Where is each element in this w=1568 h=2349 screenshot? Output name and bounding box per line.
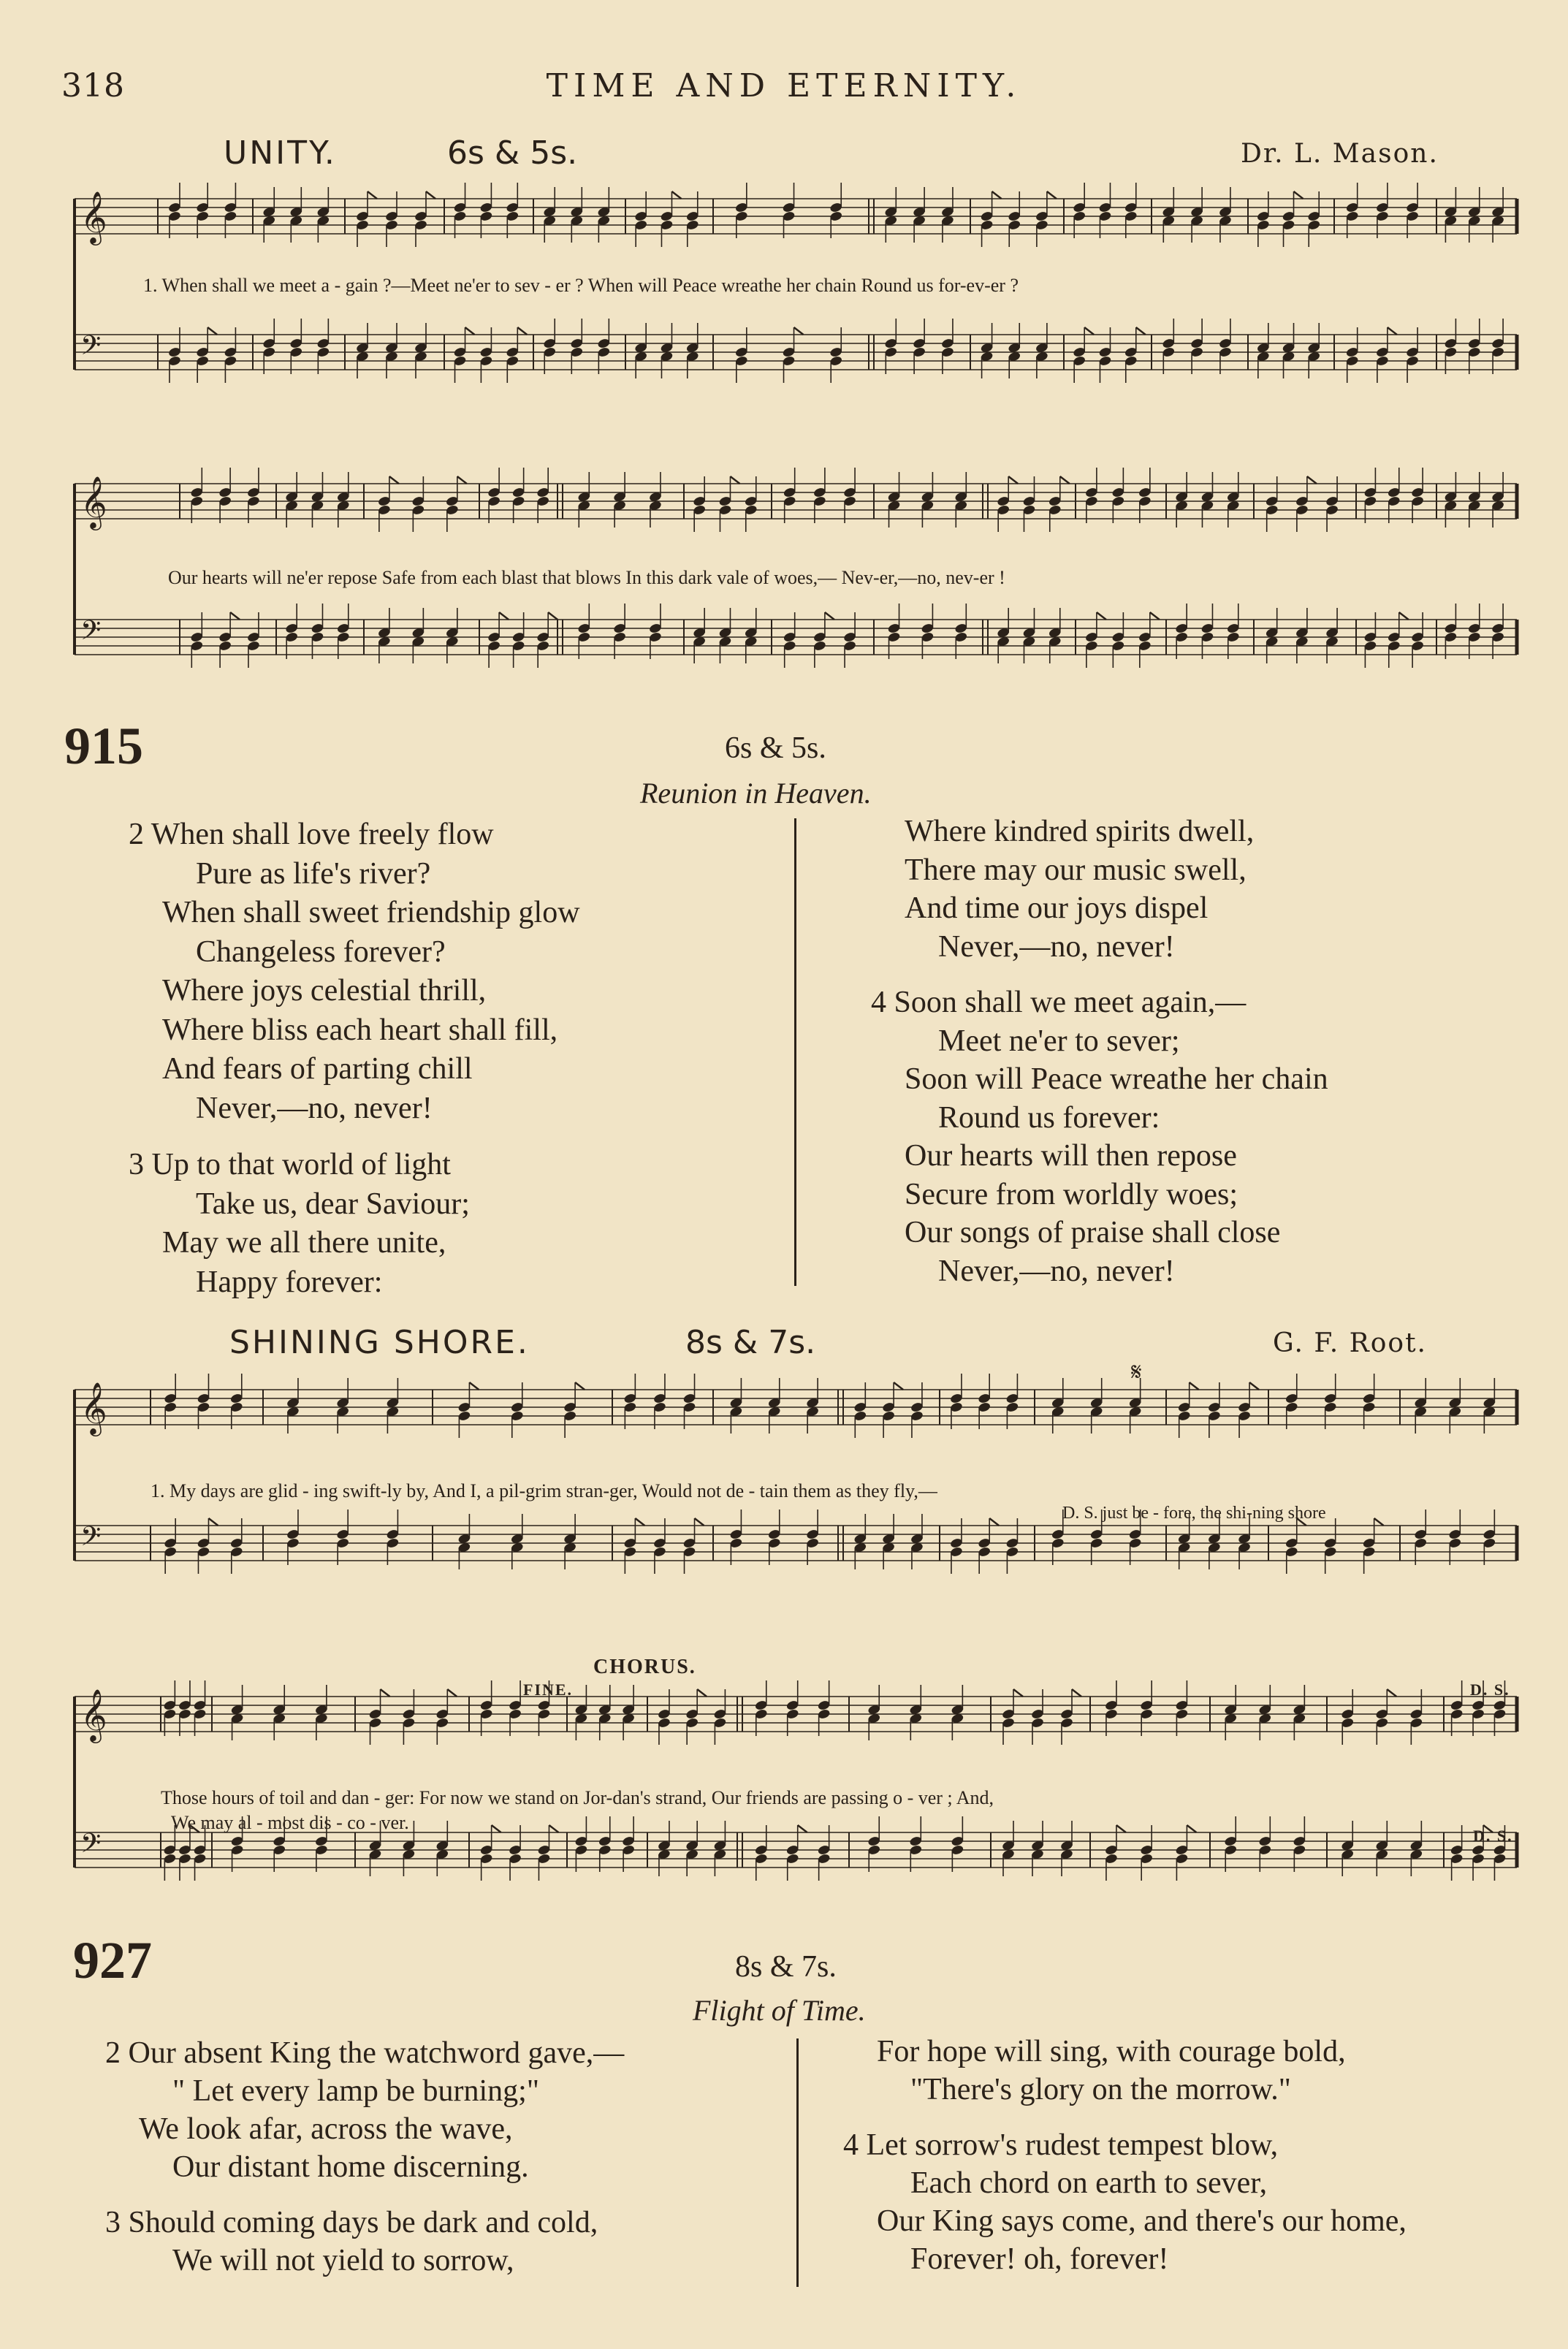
tune-composer: Dr. L. Mason. [1241,139,1439,169]
lyrics-line: Our hearts will ne'er repose Safe from each blast that blows In this dark vale of woes,— Nev-er,—no, nev-er ! [168,567,1005,588]
verse-line: Our hearts will then repose [905,1139,1237,1173]
verse-line: When shall sweet friendship glow [162,896,580,929]
verse-line: Where kindred spirits dwell, [905,815,1255,848]
verse-line: May we all there unite, [162,1226,446,1260]
lyrics-line: Those hours of toil and dan - ger: For now we stand on Jor-dan's strand, Our friends are passing o - ver ; And, [161,1787,994,1808]
ds-label: D. S. [1473,1827,1513,1845]
verse-line: Meet ne'er to sever; [938,1024,1180,1058]
verse-line: "There's glory on the morrow." [910,2073,1291,2106]
verse-line: Take us, dear Saviour; [196,1187,470,1221]
music-staves [70,183,1524,416]
verse-line: Secure from worldly woes; [905,1177,1238,1211]
svg-text:𝄢: 𝄢 [80,1521,102,1558]
verse-line: Soon will Peace wreathe her chain [905,1062,1328,1096]
chorus-label: CHORUS. [593,1656,696,1678]
verse-line: Our King says come, and there's our home, [877,2204,1407,2238]
verse-line: There may our music swell, [905,853,1247,887]
column-divider [796,2038,799,2287]
verse-line: Round us forever: [938,1100,1160,1135]
verse-line: We will not yield to sorrow, [172,2244,514,2277]
running-head: TIME AND ETERNITY. [546,67,1022,104]
tune-meter: 6s & 5s. [447,134,578,172]
lyrics-line: 1. When shall we meet a - gain ?—Meet ne'er to sev - er ? When will Peace wreathe her chain Round us for-ev-er ? [143,275,1019,296]
verse-line: Pure as life's river? [196,856,431,891]
tune-title: UNITY. [224,134,337,172]
verse-line: And fears of parting chill [162,1052,473,1086]
svg-text:𝄢: 𝄢 [80,1828,102,1865]
svg-text:𝄞: 𝄞 [80,190,107,243]
verse-line: Forever! oh, forever! [910,2242,1169,2276]
verse-line: Happy forever: [196,1265,383,1299]
verse-line: Never,—no, never! [938,929,1175,964]
segno-sign: 𝄋 [1131,1358,1142,1387]
svg-text:𝄢: 𝄢 [80,330,102,368]
hymn-subtitle: Flight of Time. [693,1994,866,2027]
verse-line: 3 Should coming days be dark and cold, [105,2206,598,2239]
music-score-unity-system-1 [70,183,1524,416]
verse-line: We look afar, across the wave, [139,2112,513,2146]
lyrics-line: 1. My days are glid - ing swift-ly by, And I, a pil-grim stran-ger, Would not de - tain them as they fly,— [151,1480,937,1501]
verse-line: And time our joys dispel [905,891,1209,925]
column-divider [794,818,796,1286]
svg-text:𝄞: 𝄞 [80,1688,107,1741]
verse-line: Never,—no, never! [938,1254,1175,1288]
ds-label: D. S. [1470,1680,1510,1699]
verse-line: 4 Let sorrow's rudest tempest blow, [843,2128,1279,2162]
verse-line: " Let every lamp be burning;" [172,2074,539,2108]
lyrics-line-ds: D. S. just be - fore, the shi-ning shore [1062,1504,1326,1523]
verse-line: Changeless forever? [196,934,446,969]
svg-text:𝄞: 𝄞 [80,475,107,528]
hymn-meter: 8s & 7s. [735,1950,837,1984]
tune-title: SHINING SHORE. [229,1324,530,1361]
verse-line: 4 Soon shall we meet again,— [871,986,1247,1019]
svg-text:𝄢: 𝄢 [80,615,102,652]
tune-meter: 8s & 7s. [685,1324,816,1361]
hymn-meter: 6s & 5s. [725,731,826,765]
verse-line: For hope will sing, with courage bold, [877,2035,1346,2068]
verse-line: Where bliss each heart shall fill, [162,1013,558,1047]
verse-line: Where joys celestial thrill, [162,974,487,1008]
verse-line: 2 Our absent King the watchword gave,— [105,2036,625,2070]
verse-line: Our songs of praise shall close [905,1216,1281,1249]
hymn-number: 915 [64,717,143,775]
verse-line: Each chord on earth to sever, [910,2166,1268,2200]
svg-text:𝄞: 𝄞 [80,1381,107,1434]
hymn-subtitle: Reunion in Heaven. [640,777,872,810]
verse-line: 3 Up to that world of light [129,1148,451,1181]
lyrics-line-alt: We may al - most dis - co - ver. [171,1812,409,1833]
verse-line: Our distant home discerning. [172,2150,529,2184]
tune-composer: G. F. Root. [1273,1328,1427,1358]
fine-label: FINE. [523,1680,574,1699]
verse-line: Never,—no, never! [196,1091,433,1125]
page-number: 318 [61,67,125,104]
verse-line: 2 When shall love freely flow [129,818,494,851]
hymn-number: 927 [73,1931,152,1990]
